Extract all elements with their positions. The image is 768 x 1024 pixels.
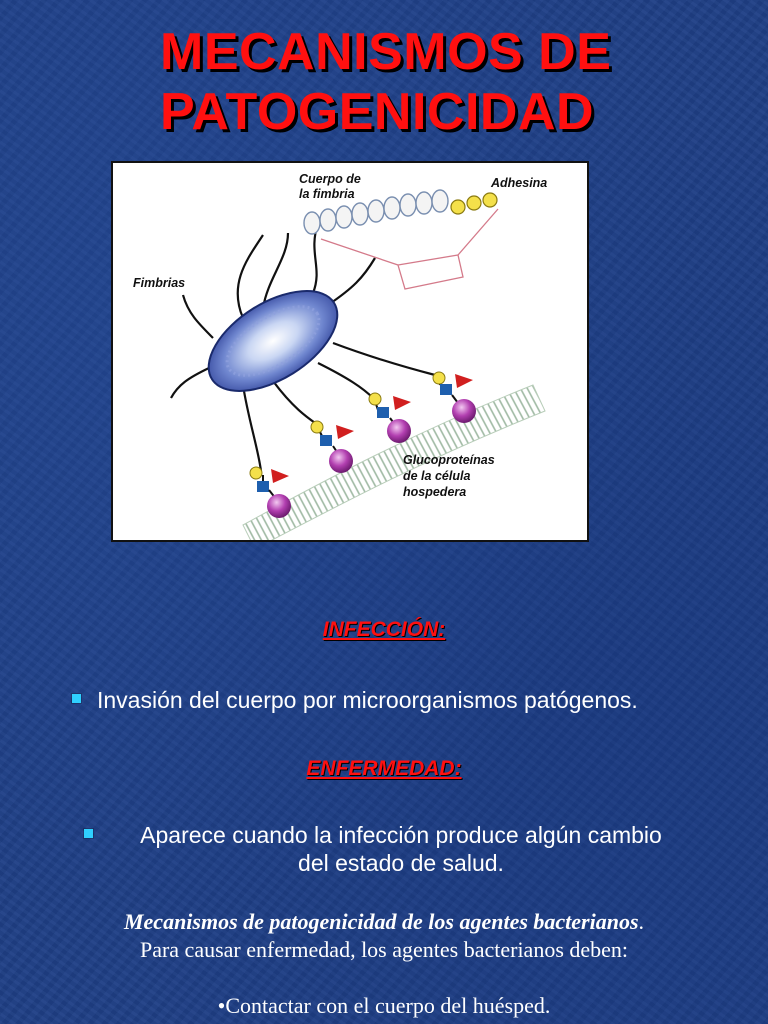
title-line-1: MECANISMOS DE — [160, 23, 612, 81]
label-fimbrias: Fimbrias — [133, 276, 186, 290]
bacterial-cell — [192, 271, 354, 412]
receptor-complex-4 — [433, 372, 476, 423]
mecanismos-line3: •Contactar con el cuerpo del huésped. — [217, 993, 551, 1018]
receptor-complex-1 — [250, 467, 291, 518]
diagram-canvas — [113, 163, 587, 540]
infeccion-heading: INFECCIÓN: — [322, 618, 446, 641]
bullet-marker — [84, 829, 93, 838]
receptor-complex-2 — [311, 421, 354, 473]
label-gluco-line1: Glucoproteínas — [403, 453, 495, 467]
enfermedad-bullet — [84, 821, 724, 877]
enfermedad-bullet-line1: Aparece cuando la infección produce algún cambio — [140, 822, 662, 848]
slide-title — [160, 22, 720, 142]
fimbria-adhesion-diagram — [111, 161, 589, 542]
mecanismos-line2: Para causar enfermedad, los agentes bacterianos deben: — [139, 937, 629, 962]
infeccion-bullet — [72, 686, 732, 714]
host-membrane — [243, 385, 545, 540]
label-cuerpo-line1: Cuerpo de — [299, 172, 361, 186]
enfermedad-bullet-line2: del estado de salud. — [298, 850, 504, 876]
label-adhesina: Adhesina — [491, 176, 548, 190]
label-gluco-line3: hospedera — [403, 485, 467, 499]
label-gluco-line2: de la célula — [403, 469, 471, 483]
infeccion-bullet-text: Invasión del cuerpo por microorganismos patógenos. — [97, 687, 638, 713]
mecanismos-line1 — [0, 908, 768, 936]
bullet-marker — [72, 694, 81, 703]
title-line-2: PATOGENICIDAD — [160, 83, 595, 141]
mecanismos-paragraph — [0, 908, 768, 1020]
enfermedad-heading: ENFERMEDAD: — [306, 757, 462, 780]
label-cuerpo-line2: la fimbria — [299, 187, 355, 201]
mecanismos-italic: Mecanismos de patogenicidad de los agentes bacterianos — [123, 909, 639, 934]
receptor-complex-3 — [369, 393, 411, 443]
adhesin-beads — [451, 193, 497, 214]
mecanismos-period: . — [638, 909, 645, 934]
